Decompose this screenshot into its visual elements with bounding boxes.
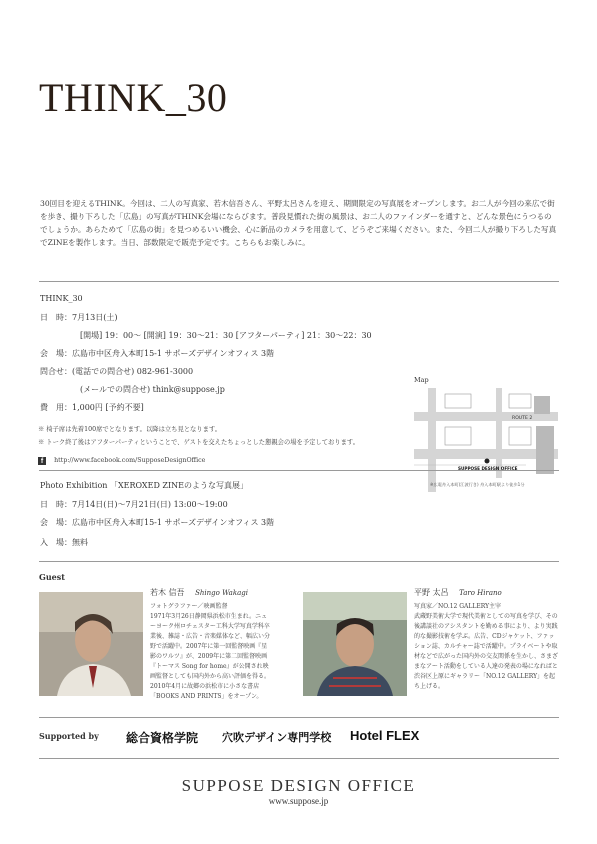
sponsor-anabuki-design: 穴吹デザイン専門学校 (222, 732, 332, 744)
event-contact-mail[interactable]: (メールでの問合せ) think@suppose.jp (80, 385, 225, 394)
exhibition-heading: Photo Exhibition 「XEROXED ZINEのような写真展」 (40, 481, 248, 490)
map-label: Map (414, 376, 429, 384)
facebook-link[interactable] (38, 450, 205, 469)
event-note-party: ※ トーク終了後はアフターパーティということで、ゲストを交えたちょっとした懇親会の場を予定しております。 (38, 439, 360, 446)
guest2-name-line (414, 587, 502, 598)
guest1-photo (39, 592, 143, 696)
guest1-name-line (150, 587, 248, 598)
map-office-label: SUPPOSE DESIGN OFFICE (458, 466, 518, 471)
location-map (414, 388, 558, 492)
facebook-url: http://www.facebook.com/SupposeDesignOffice (54, 457, 206, 464)
event-venue: 会 場：広島市中区舟入本町15-1 サポーズデザインオフィス 3階 (40, 349, 275, 358)
guest1-portrait-image (39, 592, 143, 696)
exhibition-date: 日 時：7月14日(日)〜7月21日(日) 13:00〜19:00 (40, 500, 228, 509)
divider (39, 281, 559, 282)
footer-company-name: SUPPOSE DESIGN OFFICE (181, 776, 416, 795)
guest2-photo (303, 592, 407, 696)
divider (39, 717, 559, 718)
event-note-seating: ※ 椅子席は先着100席でとなります。以降は立ち見となります。 (38, 426, 222, 433)
guest2-portrait-image (303, 592, 407, 696)
divider (39, 561, 559, 562)
facebook-icon: f (38, 457, 46, 465)
sponsor-hotel-flex: Hotel FLEX (350, 728, 420, 743)
map-caption: ※広電舟入本町(江波行き) 舟入本町駅より徒歩1分 (430, 482, 525, 487)
page-title: THINK_30 (39, 75, 228, 120)
intro-paragraph: 30回目を迎えるTHINK。今回は、二人の写真家、若木信吾さん、平野太呂さんを迎え、期間限定の写真展をオープンします。お二人が今回の来広で街を歩き、撮り下ろした「広島」の写真がTHINK会場にならびます。普段見慣れた街の風景は、お二人のファインダーを通すと、どんな景色にうつるのでしょうか。あらためて「広島の街」を見つめるいい機会、心に新品のカメラを用意して、どうぞご来場ください。また、今回二人が撮り下ろした写真でZINEを製作します。当日、部数限定で販売予定です。こちらもお楽しみに。 (40, 199, 557, 247)
guest1-roman: Shingo Wakagi (195, 589, 248, 597)
event-contact-phone: 問合せ：(電話での問合せ) 082-961-3000 (40, 367, 194, 376)
guest2-roman: Taro Hirano (459, 589, 502, 597)
guest1-bio: フォトグラファー／映画監督 1971年3月26日静岡県浜松市生まれ。ニューヨーク州ロチェスター工科大学写真学科卒業後、雑誌・広告・音楽媒体など、幅広い分野で活躍中。2007年に第一回監督映画『星影のワルツ』が、2009年に第二回監督映画『トーマス Song for home』が公開され映画監督としても国内外から高い評価を得る。2010年4月に故郷の浜松市に小さな書店「BOOKS AND PRINTS」をオープン。 (150, 603, 271, 700)
divider (39, 470, 559, 471)
sponsor-sougou-shikaku: 総合資格学院 (126, 731, 199, 745)
exhibition-admission: 入 場：無料 (40, 538, 88, 547)
supported-by-label: Supported by (39, 731, 99, 741)
guest1-name: 若木 信吾 (150, 588, 185, 597)
footer-url[interactable]: www.suppose.jp (268, 796, 329, 806)
map-route-label: ROUTE 2 (512, 416, 533, 421)
guest-heading: Guest (39, 572, 65, 582)
guest2-bio: 写真家／NO.12 GALLERY主宰 武蔵野美術大学で現代美術としての写真を学び、その後講談社のアシスタントを勤める事により、より実践的な撮影技術を学ぶ。広告、CDジャケット、ファッション誌、カルチャー誌で活躍中。プライベートや取材などで広がった国内外の交友関係を生かし、さまざまなアート活動をしている人達の発表の場になればと渋谷区上原にギャラリー「NO.12 GALLERY」を起ち上げる。 (414, 603, 559, 690)
event-times: [開場] 19：00〜 [開演] 19：30〜21：30 [アフターパーティ] 21：30〜22：30 (80, 331, 372, 340)
divider (39, 758, 559, 759)
event-fee: 費 用：1,000円 [予約不要] (40, 403, 144, 412)
map-pin-icon (485, 459, 490, 464)
exhibition-venue: 会 場：広島市中区舟入本町15-1 サポーズデザインオフィス 3階 (40, 518, 275, 527)
guest2-name: 平野 太呂 (414, 588, 449, 597)
event-date: 日 時：7月13日(土) (40, 313, 118, 322)
event-heading: THINK_30 (40, 294, 83, 303)
